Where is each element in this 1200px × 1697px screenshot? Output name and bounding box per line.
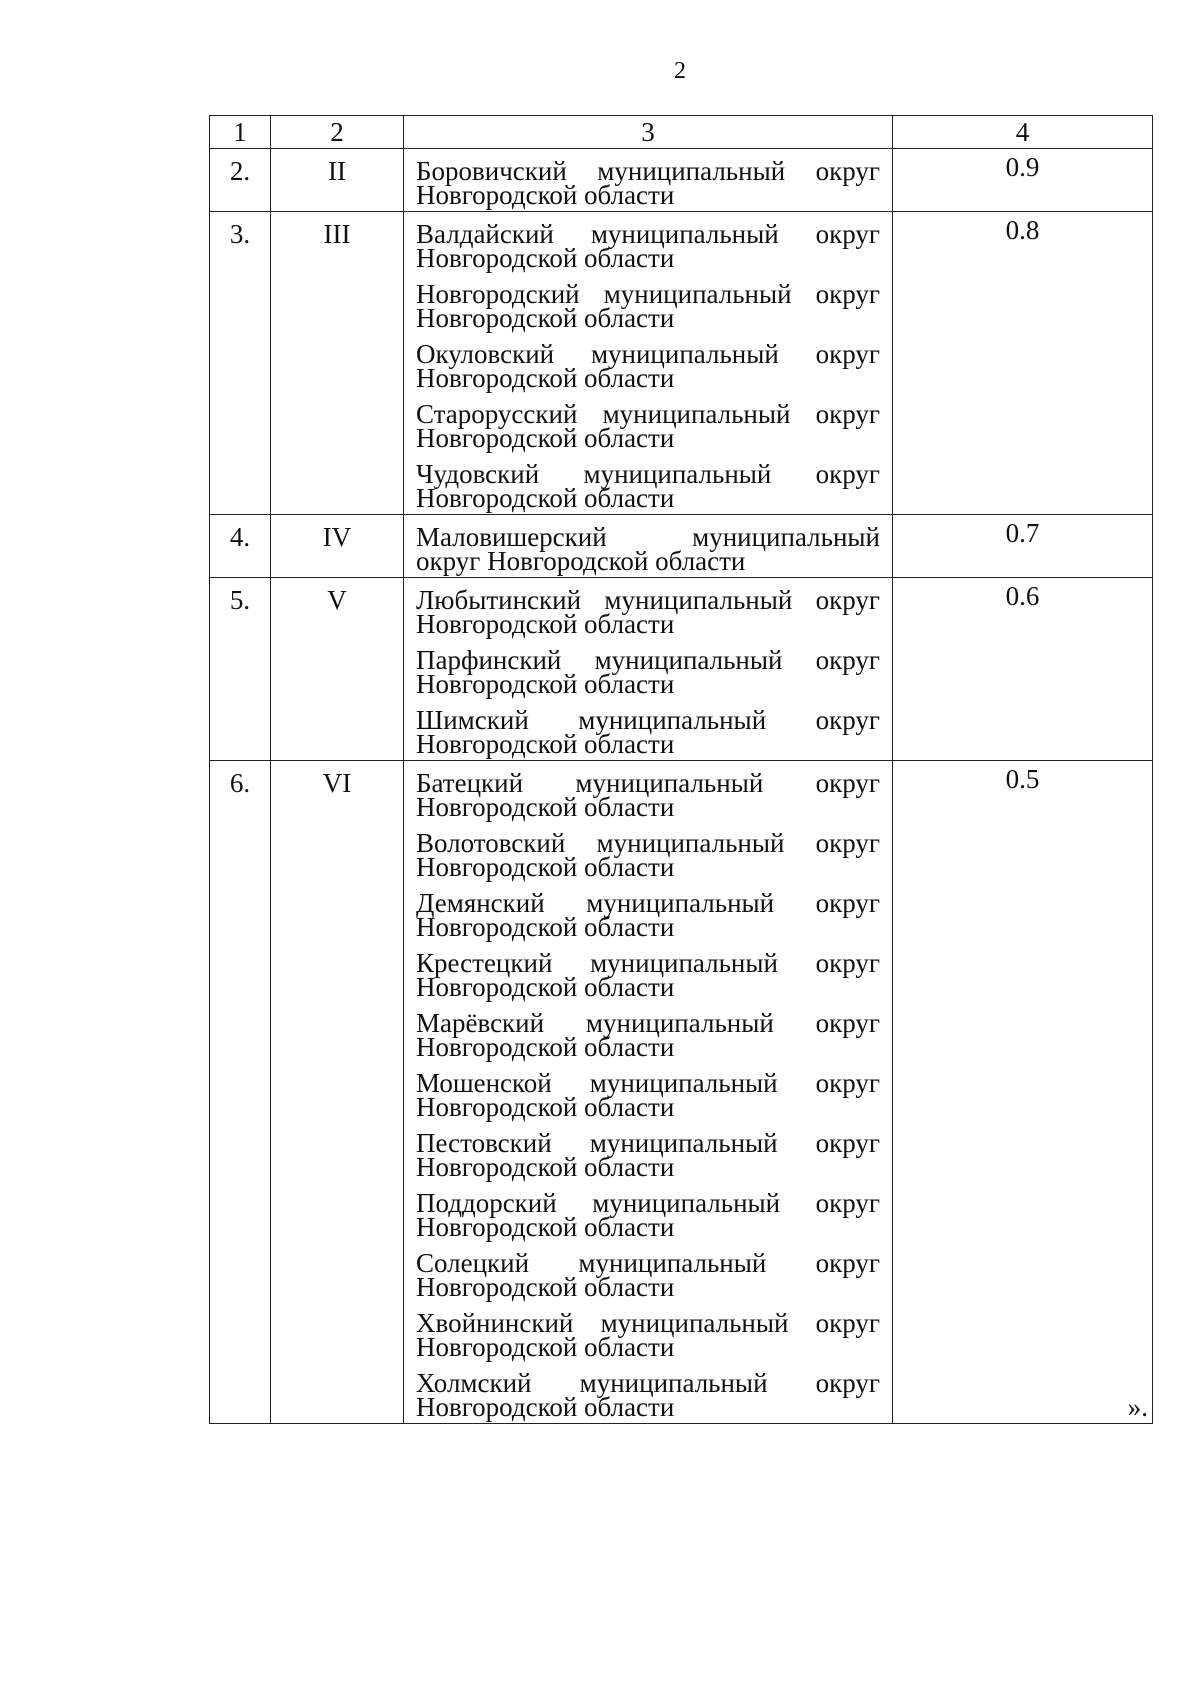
district-name-line-1: Марёвский муниципальный округ [416,1008,880,1038]
district-name-line-2: Новгородской области [416,243,675,273]
coefficient-value: 0.5 [1005,764,1040,794]
district-name-line-2: округ Новгородской области [416,546,746,576]
row-number: 2. [210,149,271,212]
district-name [416,1248,880,1302]
district-name-line-1: Любытинский муниципальный округ [416,585,880,615]
group-roman-numeral: III [271,212,404,515]
row-number: 5. [210,578,271,761]
district-list-cell [404,761,893,1424]
district-name-line-2: Новгородской области [416,609,675,639]
district-name [416,1368,880,1422]
district-name [416,399,880,453]
coefficient-value: 0.8 [1005,215,1040,245]
group-roman-numeral: IV [271,515,404,578]
district-name-line-1: Старорусский муниципальный округ [416,399,880,429]
district-name-line-1: Крестецкий муниципальный округ [416,948,880,978]
district-name-line-1: Холмский муниципальный округ [416,1368,880,1398]
district-name-line-1: Мошенской муниципальный округ [416,1068,880,1098]
district-name-line-2: Новгородской области [416,912,675,942]
district-name-line-1: Валдайский муниципальный округ [416,219,880,249]
table-header-row [210,116,1153,149]
district-name-line-1: Поддорский муниципальный округ [416,1188,880,1218]
district-coefficient-table [209,115,1153,1424]
district-name-line-2: Новгородской области [416,729,675,759]
district-name [416,1308,880,1362]
district-name [416,768,880,822]
coefficient-value: 0.9 [1005,152,1040,182]
closing-quote: ». [1127,1392,1148,1422]
coefficient-cell [893,515,1153,578]
district-name [416,828,880,882]
table-row [210,149,1153,212]
district-name-line-2: Новгородской области [416,972,675,1002]
district-name-line-1: Батецкий муниципальный округ [416,768,880,798]
district-name-line-2: Новгородской области [416,1332,675,1362]
district-name [416,279,880,333]
district-list-cell [404,578,893,761]
district-name-line-2: Новгородской области [416,1152,675,1182]
district-name-line-1: Демянский муниципальный округ [416,888,880,918]
district-list-cell [404,212,893,515]
column-header-1: 1 [210,116,271,149]
coefficient-cell [893,149,1153,212]
district-name [416,888,880,942]
district-name-line-2: Новгородской области [416,483,675,513]
coefficient-value: 0.7 [1005,518,1040,548]
district-name [416,459,880,513]
district-name-line-2: Новгородской области [416,303,675,333]
district-name-line-2: Новгородской области [416,852,675,882]
column-header-4: 4 [893,116,1153,149]
district-list-cell [404,515,893,578]
district-name-line-1: Парфинский муниципальный округ [416,645,880,675]
district-name-line-1: Шимский муниципальный округ [416,705,880,735]
district-name-line-1: Боровичский муниципальный округ [416,156,880,186]
table-row [210,515,1153,578]
column-header-3: 3 [404,116,893,149]
district-name [416,705,880,759]
district-name [416,339,880,393]
district-name-line-2: Новгородской области [416,1092,675,1122]
district-name [416,585,880,639]
group-roman-numeral: V [271,578,404,761]
table-row [210,578,1153,761]
row-number: 6. [210,761,271,1424]
district-name [416,1128,880,1182]
district-name-line-2: Новгородской области [416,180,675,210]
district-name [416,948,880,1002]
district-name-line-2: Новгородской области [416,1392,675,1422]
page-number: 2 [674,58,686,84]
district-name-line-2: Новгородской области [416,792,675,822]
district-name-line-2: Новгородской области [416,423,675,453]
group-roman-numeral: VI [271,761,404,1424]
district-name-line-2: Новгородской области [416,1272,675,1302]
district-name-line-1: Маловишерский муниципальный [416,522,880,552]
column-header-2: 2 [271,116,404,149]
coefficient-cell [893,761,1153,1424]
district-name-line-1: Новгородский муниципальный округ [416,279,880,309]
district-list-cell [404,149,893,212]
district-name [416,522,880,576]
district-name-line-1: Хвойнинский муниципальный округ [416,1308,880,1338]
district-name [416,156,880,210]
district-name-line-1: Пестовский муниципальный округ [416,1128,880,1158]
table-body [210,116,1153,1424]
district-name-line-1: Солецкий муниципальный округ [416,1248,880,1278]
district-name-line-1: Окуловский муниципальный округ [416,339,880,369]
table-row [210,761,1153,1424]
row-number: 4. [210,515,271,578]
coefficient-value: 0.6 [1005,581,1040,611]
district-name-line-2: Новгородской области [416,669,675,699]
district-name [416,1068,880,1122]
district-name [416,1008,880,1062]
row-number: 3. [210,212,271,515]
coefficient-cell [893,578,1153,761]
district-name [416,219,880,273]
group-roman-numeral: II [271,149,404,212]
table-row [210,212,1153,515]
district-name-line-2: Новгородской области [416,1032,675,1062]
coefficient-cell [893,212,1153,515]
district-name [416,1188,880,1242]
district-name [416,645,880,699]
district-name-line-1: Волотовский муниципальный округ [416,828,880,858]
district-name-line-2: Новгородской области [416,1212,675,1242]
district-name-line-2: Новгородской области [416,363,675,393]
district-name-line-1: Чудовский муниципальный округ [416,459,880,489]
